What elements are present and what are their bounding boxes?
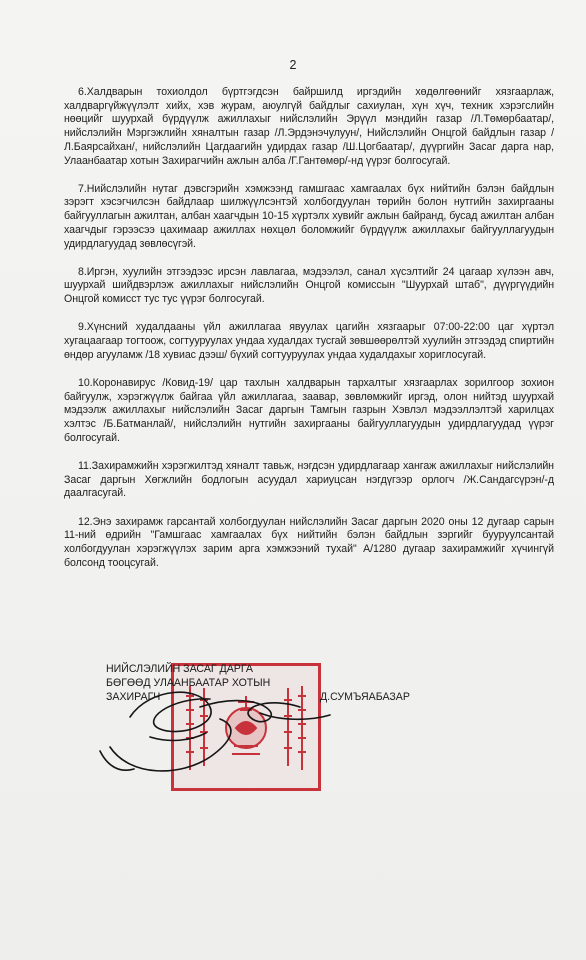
- paragraph-9: 9.Хүнсний худалдааны үйл ажиллагаа явуулах цагийн хязгаарыг 07:00-22:00 цаг хүртэл хугацаагаар тогтоож, согтууруулах ундаа худалдах тусгай зөвшөөрөлтэй хуулийн этгээдэд спиртийн өндөр агууламж /18 хувиас дээш/ бүхий согтууруулах ундаа худалдахыг хориглосугай.: [64, 321, 554, 361]
- paragraph-6: 6.Халдварын тохиолдол бүртгэгдсэн байршилд иргэдийн хөдөлгөөнийг хязгаарлаж, халдваргүйжүүлэлт хийх, хэв журам, аюулгүй байдлыг сахиулан, хүн хүч, техник хэрэгслийн нөөцийг шуурхай бүрдүүлж ажиллахыг нийслэлийн Эрүүл мэндийн газар /Л.Төмөрбаатар/, нийслэлийн Мэргэжлийн хяналтын газар /Л.Эрдэнэчулуун/, Нийслэлийн Онцгой байдлын газар /Л.Баярсайхан/, нийслэлийн Цагдаагийн удирдах газар /Ш.Цогбаатар/, дүүргийн Засаг дарга нар, Улаанбаатар хотын Захирагчийн ажлын алба /Г.Гантөмөр/-нд үүрэг болгосугай.: [64, 86, 554, 167]
- paragraph-12: 12.Энэ захирамж гарсантай холбогдуулан нийслэлийн Засаг даргын 2020 оны 12 дугаар сарын 11-ний өдрийн "Гамшгаас хамгаалах бүх нийтийн бэлэн байдлын зэргийг бууруулсантай холбогдуулан хэрэгжүүлэх зарим арга хэмжээний тухай" А/1280 дугаар захирамжийг хүчингүй болсонд тооцсугай.: [64, 515, 554, 569]
- signer-title-line-2: БӨГӨӨД УЛААНБААТАР ХОТЫН: [106, 677, 271, 689]
- page-number: 2: [289, 58, 297, 72]
- signer-name: Д.СУМЪЯАБАЗАР: [320, 691, 410, 703]
- signature-block: [106, 663, 506, 803]
- paragraph-11: 11.Захирамжийн хэрэгжилтэд хяналт тавьж, нэгдсэн удирдлагаар хангаж ажиллахыг нийслэлийн Засаг даргын Хөгжлийн бодлогын асуудал хариуцсан нэгдүгээр орлогч /Ж.Сандагсүрэн/-д даалгасугай.: [64, 459, 554, 500]
- paragraph-8: 8.Иргэн, хуулийн этгээдээс ирсэн лавлагаа, мэдээлэл, санал хүсэлтийг 24 цагаар хүлээн авч, шуурхай шийдвэрлэж ажиллахыг нийслэлийн Онцгой комиссын "Шуурхай штаб", дүүргүүдийн Онцгой комисст тус тус үүрэг болгосугай.: [64, 265, 554, 306]
- signer-title-line-1: НИЙСЛЭЛИЙН ЗАСАГ ДАРГА: [106, 663, 253, 675]
- document-body: [64, 86, 554, 585]
- signer-title-line-3: ЗАХИРАГЧ: [106, 691, 161, 703]
- paragraph-10: 10.Коронавирус /Ковид-19/ цар тахлын халдварын тархалтыг хязгаарлах зорилгоор зохион байгуулж, хэрэгжүүлж байгаа үйл ажиллагаа, заавар, зөвлөмжийг иргэд, олон нийтэд шуурхай мэдээлж ажиллахыг нийслэлийн Засаг даргын Тамгын газрын Хэвлэл мэдээллэлтэй харилцах хэлтэс /Б.Батманлай/, нийслэлийн нутгийн захиргааны байгууллагуудын удирдлагуудад үүрэг болгосугай.: [64, 376, 554, 444]
- handwritten-signature-icon: [90, 677, 350, 787]
- paragraph-7: 7.Нийслэлийн нутаг дэвсгэрийн хэмжээнд гамшгаас хамгаалах бүх нийтийн бэлэн байдлын зэрэгт хэсэгчилсэн байдлаар шилжүүлсэнтэй холбогдуулан төрийн болон нутгийн захиргааны байгууллагын ажилтан, албан хаагчдын 10-15 хүртэлх хувийг ажлын байранд, бусад ажилтан албан хаагчдыг гэрээсээ цахимаар ажиллах нөхцөл боломжийг бүрдүүлж ажиллахыг байгууллагуудын удирдлагуудад зөвлөсүгэй.: [64, 182, 554, 250]
